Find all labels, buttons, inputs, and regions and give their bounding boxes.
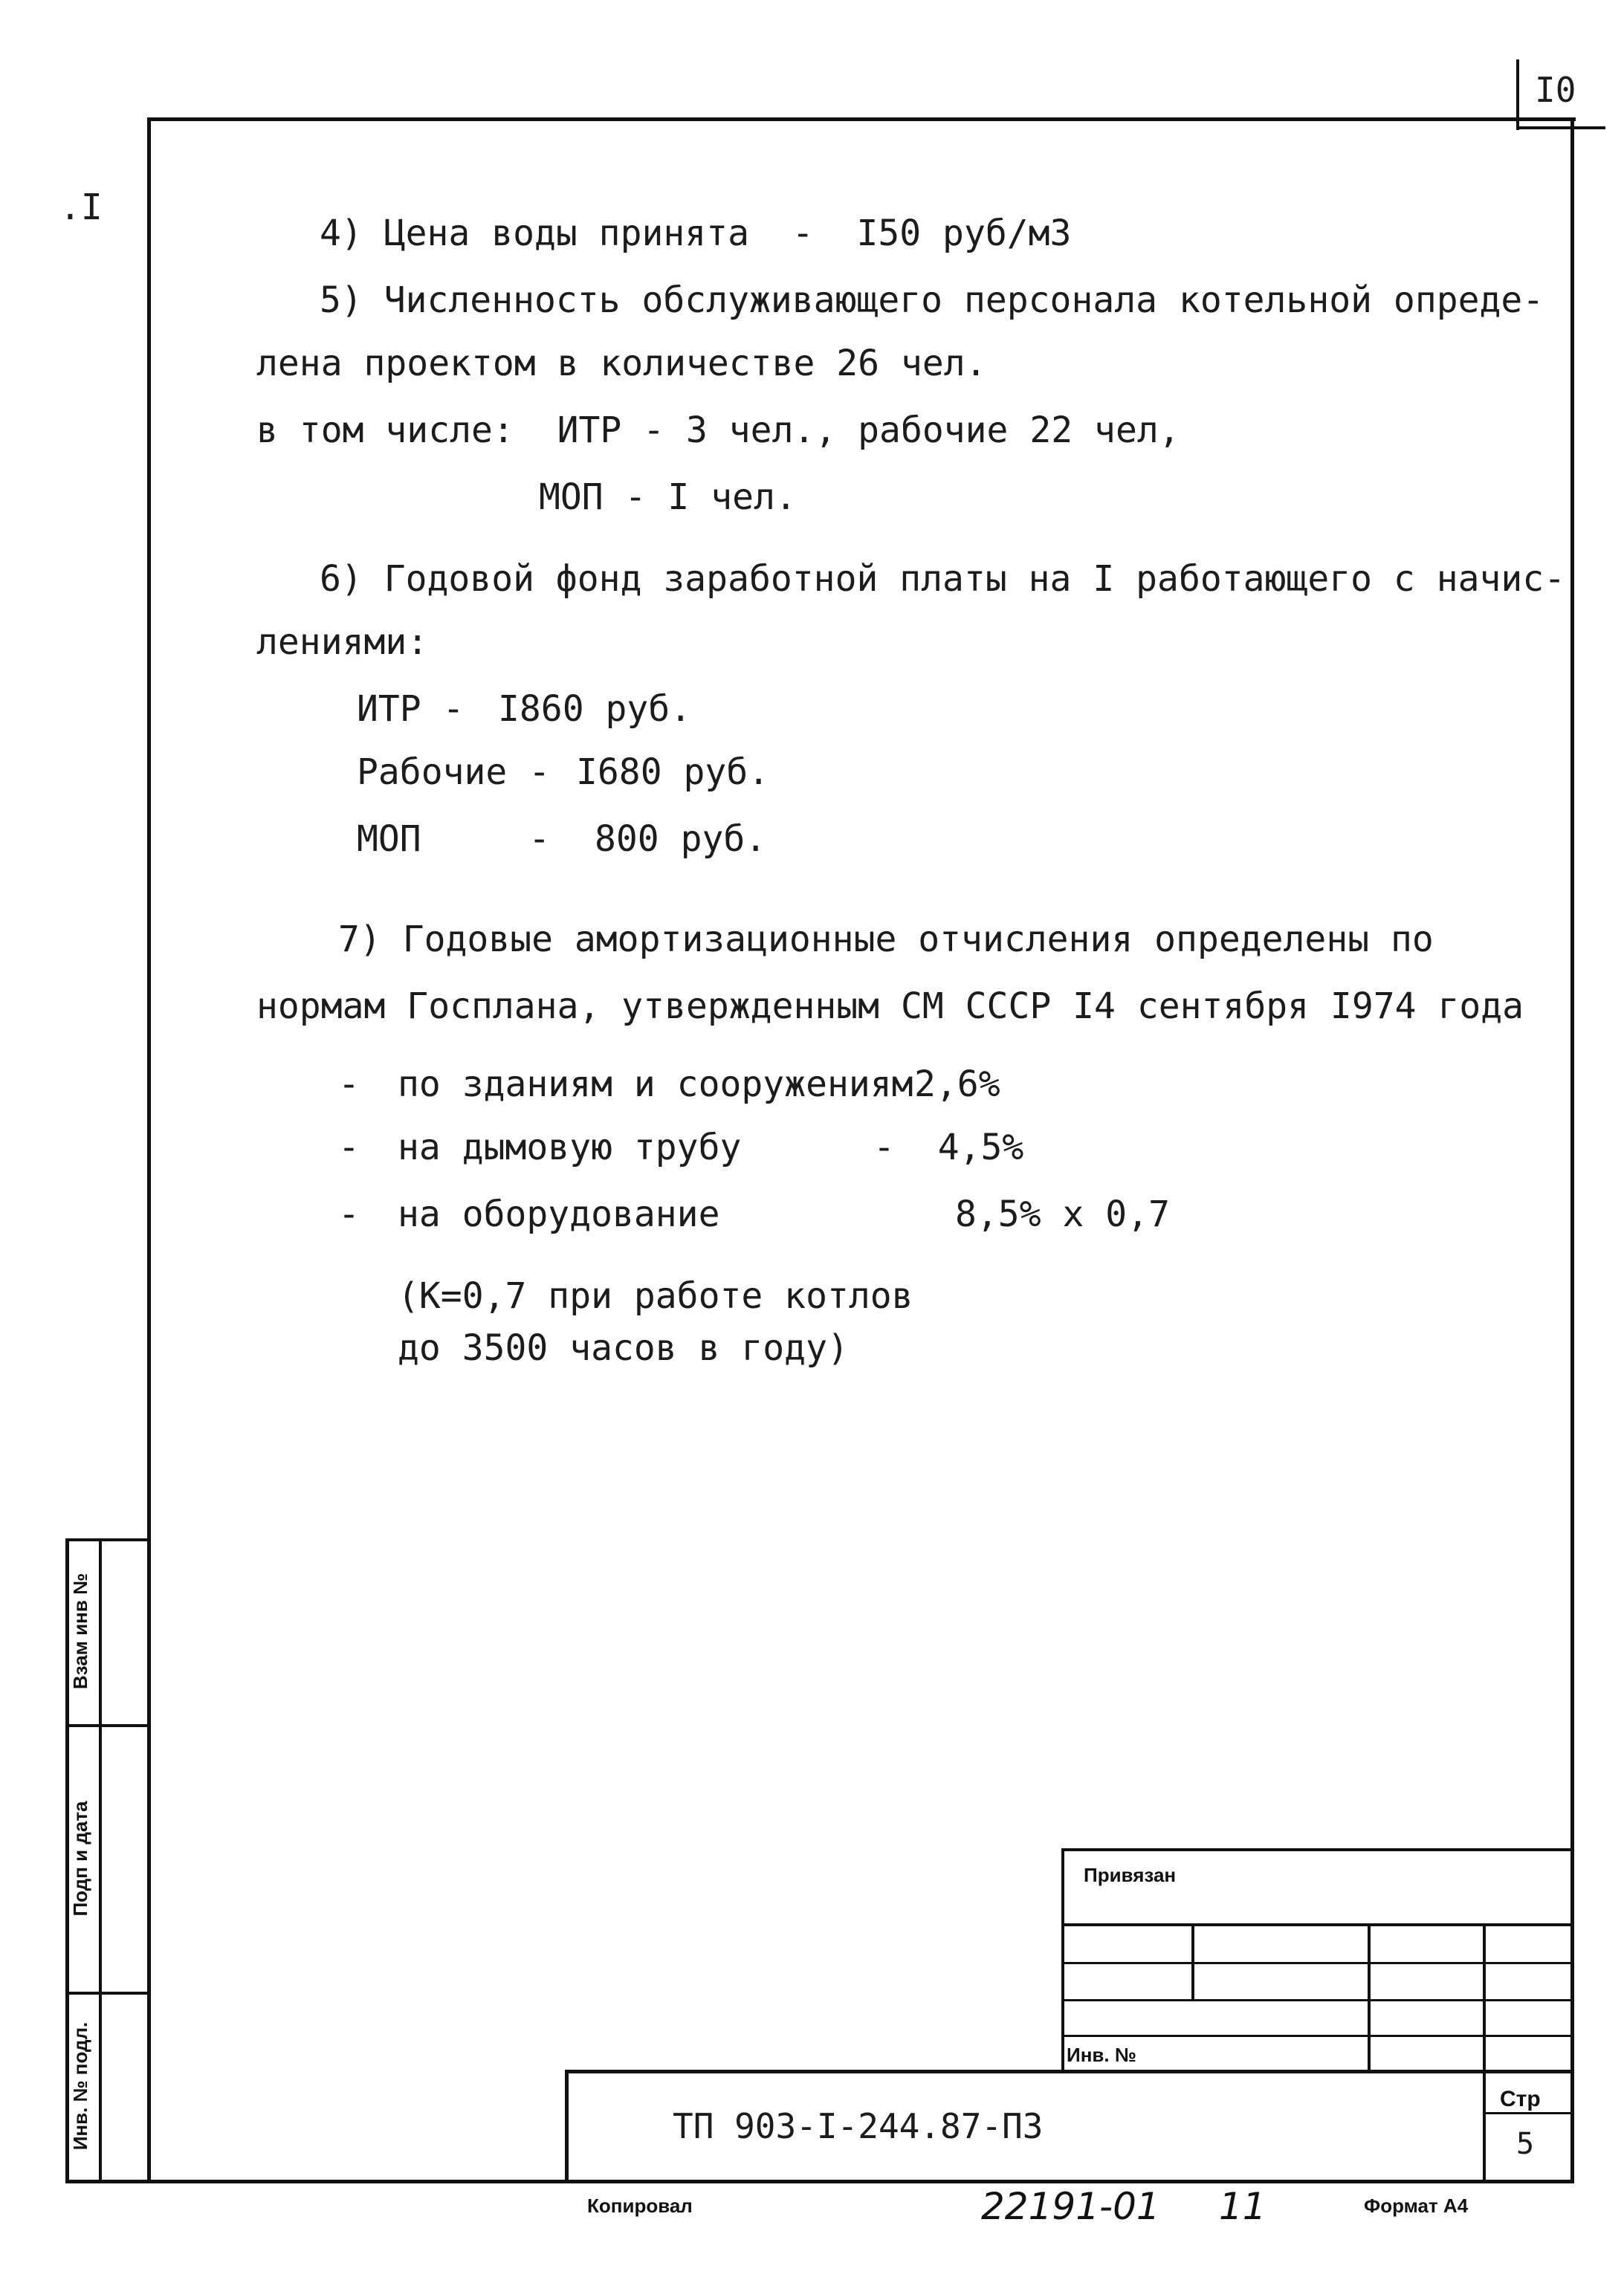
tb-privyazan: Привязан — [1084, 1864, 1177, 1886]
side-stamp-div-1 — [65, 1724, 151, 1727]
tb-row-2 — [1061, 1962, 1574, 1964]
depreciation-label-chimney: на дымовую трубу — [398, 1127, 742, 1168]
tb-main-left — [565, 2070, 569, 2183]
page-number-underline — [1516, 126, 1605, 129]
side-stamp-inner-left — [99, 1538, 102, 2183]
tb-top — [1061, 1848, 1574, 1851]
tb-doc-code: ТП 903-I-244.87-ПЗ — [673, 2106, 1044, 2146]
wage-value-mop: 800 руб. — [595, 818, 767, 860]
frame-left — [147, 117, 151, 2183]
depreciation-label-equipment: на оборудование — [398, 1194, 720, 1235]
left-margin-mark: .I — [59, 187, 103, 228]
footer-handwritten-sheet: 11 — [1219, 2185, 1266, 2228]
item-5-line-2: лена проектом в количестве 26 чел. — [256, 343, 987, 384]
note-line-1: (К=0,7 при работе котлов — [398, 1275, 913, 1317]
depreciation-label-buildings: по зданиям и сооружениям — [398, 1063, 913, 1105]
item-6-line-2: лениями: — [256, 621, 429, 663]
item-6-line-1: 6) Годовой фонд заработной платы на I работающего с начис- — [320, 558, 1566, 600]
depreciation-dash-chimney: - — [338, 1127, 360, 1168]
tb-str-value: 5 — [1516, 2127, 1535, 2161]
item-4: 4) Цена воды принята - I50 руб/м3 — [320, 213, 1072, 254]
frame-right — [1570, 117, 1574, 2183]
tb-row-3 — [1061, 1999, 1574, 2001]
page-number: I0 — [1535, 70, 1576, 110]
tb-col-3 — [1483, 1923, 1486, 2183]
tb-col-2 — [1368, 1923, 1371, 2072]
footer-format: Формат А4 — [1364, 2195, 1469, 2217]
depreciation-value-chimney: - 4,5% — [873, 1127, 1024, 1168]
tb-row-4 — [1061, 2035, 1574, 2037]
item-7-line-1: 7) Годовые амортизационные отчисления определены по — [338, 919, 1434, 960]
tb-inv-no: Инв. № — [1067, 2044, 1136, 2066]
wage-value-workers: I680 руб. — [576, 751, 770, 793]
wage-value-itr: I860 руб. — [498, 688, 692, 730]
tb-left-upper — [1061, 1848, 1064, 2071]
footer-handwritten-number: 22191-01 — [981, 2185, 1160, 2228]
depreciation-value-buildings: 2,6% — [914, 1063, 1000, 1105]
note-line-2: до 3500 часов в году) — [398, 1327, 849, 1369]
wage-label-mop: МОП - — [357, 818, 551, 860]
tb-main-top — [565, 2070, 1574, 2073]
tb-str-label: Стр — [1500, 2087, 1541, 2111]
depreciation-dash-buildings: - — [338, 1063, 360, 1105]
side-stamp-inv-podl: Инв. № подл. — [69, 2021, 91, 2151]
item-7-line-2: нормам Госплана, утвержденным СМ СССР I4 сентября I974 года — [256, 985, 1524, 1027]
wage-label-workers: Рабочие - — [357, 751, 551, 793]
side-stamp-podp-data: Подп и дата — [69, 1801, 91, 1917]
footer-kopiroval: Копировал — [587, 2195, 693, 2217]
frame-top — [147, 117, 1576, 121]
side-stamp-vzam-inv: Взам инв № — [69, 1573, 91, 1690]
tb-col-1 — [1191, 1923, 1194, 2000]
item-5-line-4: МОП - I чел. — [539, 476, 797, 518]
depreciation-value-equipment: 8,5% х 0,7 — [955, 1194, 1170, 1235]
frame-bottom — [65, 2180, 1574, 2183]
item-5-line-3: в том числе: ИТР - 3 чел., рабочие 22 чел, — [256, 409, 1180, 451]
depreciation-dash-equipment: - — [338, 1194, 360, 1235]
item-5-line-1: 5) Численность обслуживающего персонала котельной опреде- — [320, 279, 1544, 321]
wage-label-itr: ИТР - — [357, 688, 465, 730]
tb-row-1 — [1061, 1923, 1574, 1926]
tb-str-div — [1483, 2112, 1574, 2114]
